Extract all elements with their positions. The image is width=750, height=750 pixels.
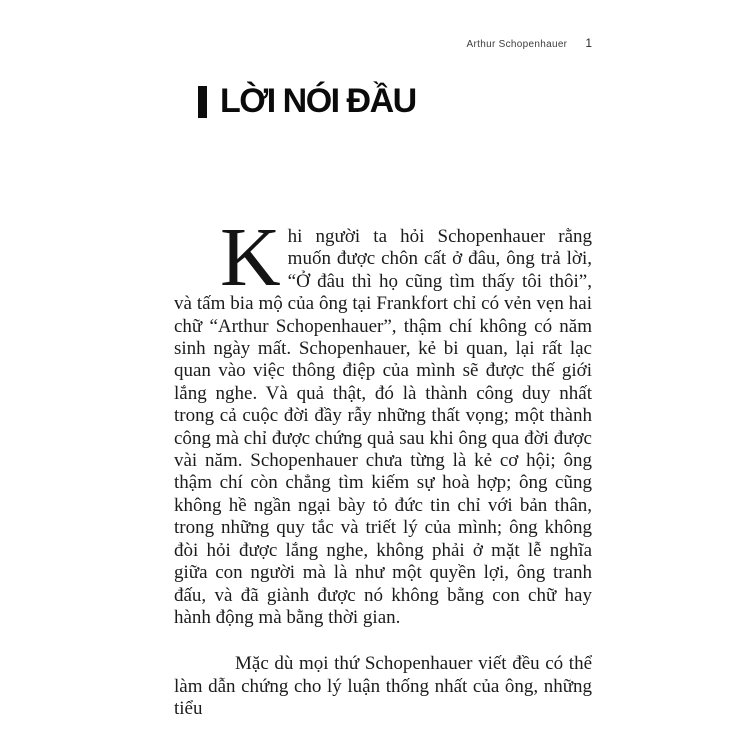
paragraph-first: [174, 211, 592, 629]
chapter-title: LỜI NÓI ĐẦU: [220, 82, 416, 120]
paragraph-first-text: hi người ta hỏi Schopenhauer rằng muốn được chôn cất ở đâu, ông trả lời, “Ở đâu thì họ cũng tìm thấy tôi thôi”, và tấm bia mộ của ông tại Frankfort chỉ có vẻn vẹn hai chữ “Arthur Schopenhauer”, thậm chí không có năm sinh ngày mất. Schopenhauer, kẻ bi quan, lại rất lạc quan vào việc thông điệp của mình sẽ được thế giới lắng nghe. Và quả thật, đó là thành công duy nhất trong cả cuộc đời đầy rẫy những thất vọng; một thành công mà chỉ được chứng quả sau khi ông qua đời được vài năm. Schopenhauer chưa từng là kẻ cơ hội; ông thậm chí còn chẳng tìm kiếm sự hoà hợp; ông cũng không hề ngần ngại bày tỏ đức tin chỉ với bản thân, trong những quy tắc và triết lý của mình; ông không đòi hỏi được lắng nghe, không phải ở mặt lễ nghĩa giữa con người mà là như một quyền lợi, ông tranh đấu, và đã giành được nó không bằng con chữ hay hành động mà bằng thời gian.: [174, 226, 592, 628]
paragraph-second: Mặc dù mọi thứ Schopenhauer viết đều có thể làm dẫn chứng cho lý luận thống nhất của ông, những tiểu: [174, 653, 592, 720]
drop-cap: K: [220, 211, 281, 304]
chapter-title-row: [198, 84, 416, 120]
title-accent-bar: [198, 86, 207, 118]
body-text-block: [174, 211, 592, 721]
page-number: 1: [585, 36, 592, 50]
running-header-title: Arthur Schopenhauer: [466, 39, 568, 50]
running-header: [467, 36, 592, 50]
